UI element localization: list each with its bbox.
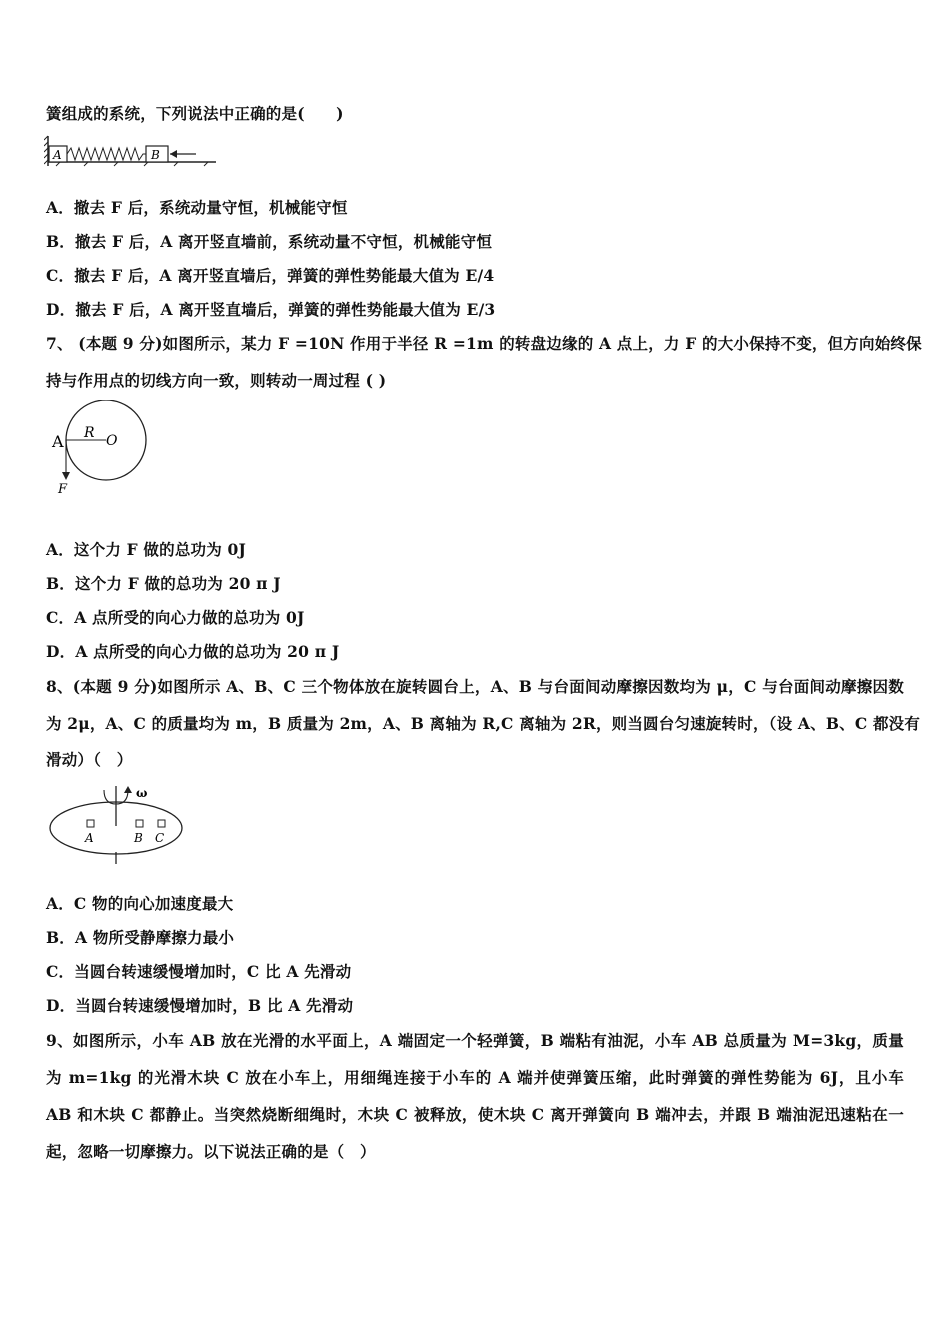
- object-b: [136, 820, 143, 827]
- q9-stem-line4: 起，忽略一切摩擦力。以下说法正确的是（ ）: [46, 1142, 376, 1161]
- label-a: A: [53, 148, 62, 162]
- q6-spring-figure: [44, 134, 224, 170]
- q7-option-d: D．A 点所受的向心力做的总功为 20 π J: [46, 642, 340, 661]
- q8-stem-line1: 8、(本题 9 分)如图所示 A、B、C 三个物体放在旋转圆台上，A、B 与台面间动摩擦因数均为 μ，C 与台面间动摩擦因数: [46, 677, 904, 696]
- q7-option-c: C．A 点所受的向心力做的总功为 0J: [46, 608, 305, 627]
- q7-stem-line1: 7、 (本题 9 分)如图所示，某力 F =10N 作用于半径 R =1m 的转盘边缘的 A 点上，力 F 的大小保持不变，但方向始终保: [46, 334, 922, 353]
- spring: [67, 148, 146, 160]
- q9-stem-line1: 9、如图所示，小车 AB 放在光滑的水平面上，A 端固定一个轻弹簧，B 端粘有油泥，小车 AB 总质量为 M=3kg，质量: [46, 1031, 904, 1050]
- label-b: B: [134, 831, 143, 845]
- label-c: C: [155, 831, 165, 845]
- label-o: O: [106, 433, 118, 449]
- q8-turntable-figure: [44, 782, 194, 866]
- q8-option-b: B．A 物所受静摩擦力最小: [46, 928, 235, 947]
- q8-option-c: C．当圆台转速缓慢增加时，C 比 A 先滑动: [46, 962, 352, 981]
- q8-stem-line2: 为 2μ，A、C 的质量均为 m，B 质量为 2m，A、B 离轴为 R,C 离轴为 2R，则当圆台匀速旋转时，（设 A、B、C 都没有: [46, 714, 921, 733]
- q8-option-a: A．C 物的向心加速度最大: [46, 894, 234, 913]
- q6-option-d: D．撤去 F 后，A 离开竖直墙后，弹簧的弹性势能最大值为 E/3: [46, 300, 496, 319]
- q7-stem-line2: 持与作用点的切线方向一致，则转动一周过程 ( ): [46, 371, 387, 390]
- object-c: [158, 820, 165, 827]
- label-b: B: [151, 148, 160, 162]
- q7-option-a: A．这个力 F 做的总功为 0J: [46, 540, 247, 559]
- label-a: A: [85, 831, 94, 845]
- label-a: A: [52, 432, 64, 451]
- object-a: [87, 820, 94, 827]
- q7-option-b: B．这个力 F 做的总功为 20 π J: [46, 574, 281, 593]
- q9-stem-line2: 为 m=1kg 的光滑木块 C 放在小车上，用细绳连接于小车的 A 端并使弹簧压缩，此时弹簧的弹性势能为 6J，且小车: [46, 1068, 904, 1087]
- q7-disc-figure: [50, 400, 160, 500]
- label-r: R: [84, 425, 95, 441]
- q9-stem-line3: AB 和木块 C 都静止。当突然烧断细绳时，木块 C 被释放，使木块 C 离开弹簧向 B 端冲去，并跟 B 端油泥迅速粘在一: [46, 1105, 904, 1124]
- q6-option-a: A．撤去 F 后，系统动量守恒，机械能守恒: [46, 198, 348, 217]
- q6-option-b: B．撤去 F 后，A 离开竖直墙前，系统动量不守恒，机械能守恒: [46, 232, 493, 251]
- q8-option-d: D．当圆台转速缓慢增加时，B 比 A 先滑动: [46, 996, 354, 1015]
- q8-stem-line3: 滑动）（ ）: [46, 750, 133, 769]
- label-f: F: [58, 482, 68, 497]
- q6-stem-tail: 簧组成的系统，下列说法中正确的是( ): [46, 104, 344, 123]
- label-omega: ω: [136, 786, 148, 800]
- q6-option-c: C．撤去 F 后，A 离开竖直墙后，弹簧的弹性势能最大值为 E/4: [46, 266, 495, 285]
